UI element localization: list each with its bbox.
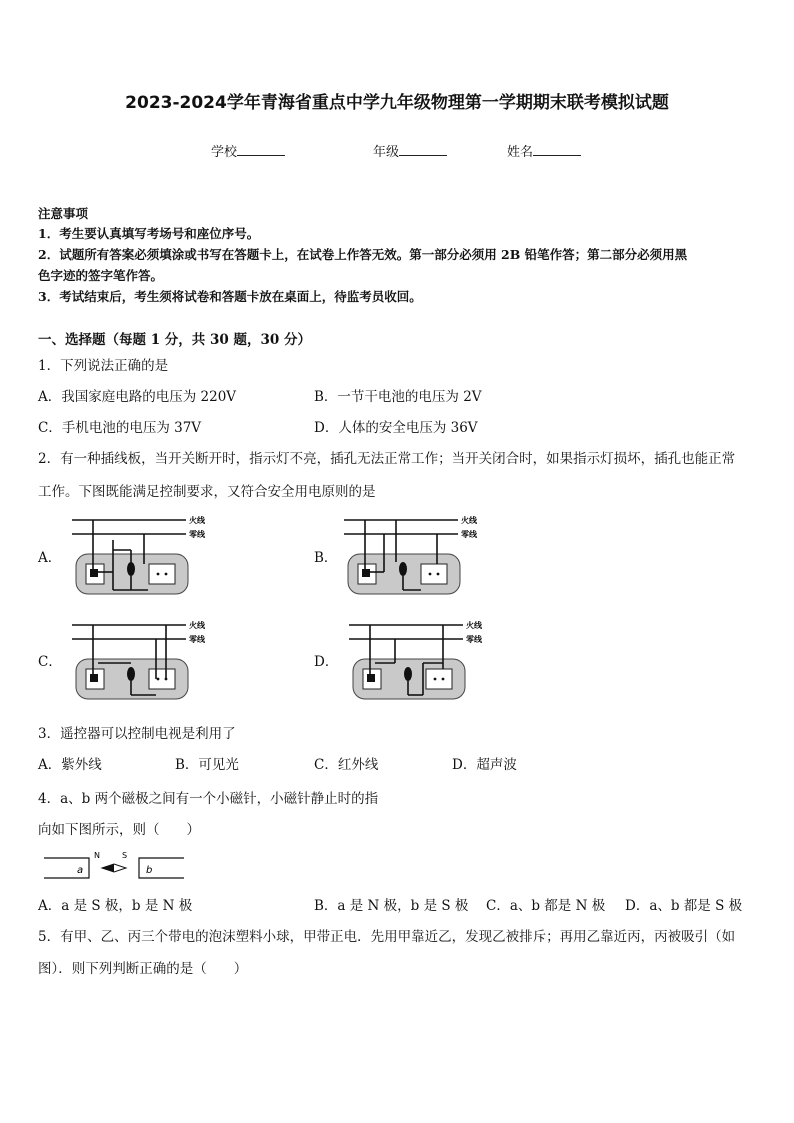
name-label: 姓名 (507, 145, 534, 160)
section-heading: 一、选择题（每题 1 分，共 30 题，30 分） (38, 332, 311, 348)
notice-heading: 注意事项 (38, 206, 89, 221)
magnet-diagram (44, 848, 186, 882)
wire-label-neutral: 零线 (461, 530, 477, 539)
name-blank (533, 143, 581, 156)
notice-item: 2．试题所有答案必须填涂或书写在答题卡上，在试卷上作答无效。第一部分必须用 2B 铅笔作答；第二部分必须用黑 (38, 247, 688, 262)
q1-stem: 1．下列说法正确的是 (38, 358, 169, 374)
q1-option-b: B．一节干电池的电压为 2V (314, 389, 482, 405)
circuit-diagram-c (68, 617, 218, 703)
q4-option-c: C．a、b 都是 N 极 (486, 898, 606, 914)
q4-option-d: D．a、b 都是 S 极 (625, 898, 743, 914)
notice-item: 色字迹的签字笔作答。 (38, 268, 164, 283)
q5-stem-line2: 图）．则下列判断正确的是（ ） (38, 961, 248, 977)
q3-option-d: D．超声波 (452, 757, 517, 773)
notice-item: 1．考生要认真填写考场号和座位序号。 (38, 226, 260, 241)
school-blank (237, 143, 285, 156)
magnet-b-label: b (146, 865, 153, 876)
q1-option-d: D．人体的安全电压为 36V (314, 420, 478, 436)
circuit-diagram-d (345, 617, 495, 703)
grade-blank (399, 143, 447, 156)
circuit-diagram-a (68, 512, 218, 598)
school-field (211, 141, 285, 160)
q4-option-a: A．a 是 S 极，b 是 N 极 (38, 898, 193, 914)
q5-stem-line1: 5．有甲、乙、丙三个带电的泡沫塑料小球，甲带正电．先用甲靠近乙，发现乙被排斥；再用乙靠近丙，丙被吸引（如 (38, 929, 736, 945)
wire-label-neutral: 零线 (189, 635, 205, 644)
wire-label-live: 火线 (461, 516, 477, 525)
magnet-a-label: a (77, 865, 84, 876)
needle-s-label: S (122, 851, 128, 860)
q1-option-c: C．手机电池的电压为 37V (38, 420, 202, 436)
name-field (507, 141, 581, 160)
wire-label-live: 火线 (466, 621, 482, 630)
needle-n-label: N (94, 851, 100, 860)
q3-stem: 3．遥控器可以控制电视是利用了 (38, 726, 236, 742)
page-title: 2023-2024学年青海省重点中学九年级物理第一学期期末联考模拟试题 (125, 93, 669, 113)
q3-option-b: B．可见光 (175, 757, 239, 773)
wire-label-live: 火线 (189, 516, 205, 525)
wire-label-neutral: 零线 (466, 635, 482, 644)
q2-option-d-label: D． (314, 654, 339, 670)
q2-stem-line2: 工作。下图既能满足控制要求，又符合安全用电原则的是 (38, 484, 376, 500)
q3-option-c: C．红外线 (314, 757, 379, 773)
notice-item: 3．考试结束后，考生须将试卷和答题卡放在桌面上，待监考员收回。 (38, 289, 422, 304)
circuit-diagram-b (340, 512, 490, 598)
q2-option-c-label: C． (38, 654, 62, 670)
q3-option-a: A．紫外线 (38, 757, 102, 773)
q1-option-a: A．我国家庭电路的电压为 220V (38, 389, 237, 405)
q4-stem-line1: 4．a、b 两个磁极之间有一个小磁针，小磁针静止时的指 (38, 791, 379, 807)
q4-stem-line2: 向如下图所示，则（ ） (38, 822, 200, 838)
q4-option-b: B．a 是 N 极，b 是 S 极 (314, 898, 469, 914)
q2-option-a-label: A． (38, 550, 62, 566)
q2-option-b-label: B． (314, 550, 338, 566)
grade-label: 年级 (373, 145, 400, 160)
wire-label-live: 火线 (189, 621, 205, 630)
school-label: 学校 (211, 145, 238, 160)
wire-label-neutral: 零线 (189, 530, 205, 539)
grade-field (373, 141, 447, 160)
q2-stem-line1: 2．有一种插线板，当开关断开时，指示灯不亮，插孔无法正常工作；当开关闭合时，如果指示灯损坏，插孔也能正常 (38, 451, 736, 467)
